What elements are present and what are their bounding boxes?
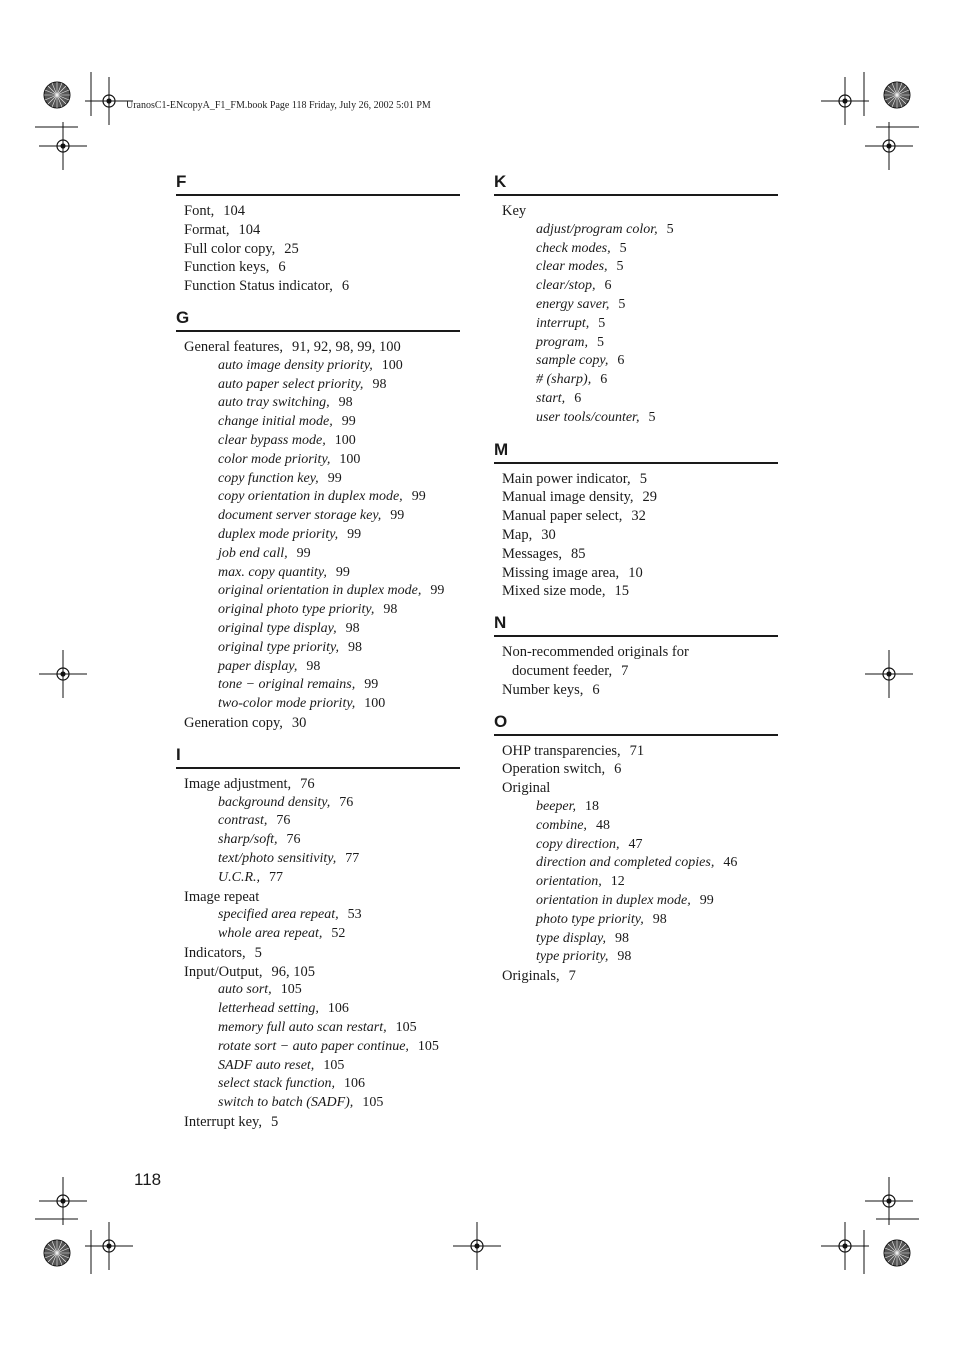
entry-pages: 98 [345, 620, 360, 636]
entry-term: Originals, [502, 968, 560, 985]
index-subentry [494, 911, 778, 930]
index-subentry [494, 390, 778, 409]
entry-pages: 7 [621, 662, 629, 679]
index-section-k [494, 172, 778, 428]
registration-target-icon [865, 122, 913, 170]
entry-term: specified area repeat, [218, 907, 339, 923]
entry-term: Format, [184, 221, 230, 238]
entry-pages: 98 [306, 658, 321, 674]
index-subentry [176, 1057, 460, 1076]
index-subentry [176, 488, 460, 507]
index-entry [494, 507, 778, 526]
entry-pages: 98 [338, 395, 353, 411]
entry-term: Original [502, 780, 551, 797]
index-subentry [176, 1038, 460, 1057]
index-entry [494, 643, 778, 662]
entry-pages: 29 [642, 489, 658, 506]
entry-pages: 99 [411, 489, 426, 505]
entry-term: copy direction, [536, 836, 620, 852]
entry-term: General features, [184, 338, 284, 355]
entry-term: switch to batch (SADF), [218, 1095, 354, 1111]
entry-pages: 7 [568, 968, 576, 985]
index-subentry [176, 794, 460, 813]
index-entry [176, 338, 460, 357]
entry-pages: 77 [269, 869, 283, 885]
entry-pages: 105 [395, 1020, 417, 1036]
entry-term: Map, [502, 526, 533, 543]
index-entry [176, 258, 460, 277]
entry-term: Input/Output, [184, 963, 263, 980]
index-subentry [494, 854, 778, 873]
entry-pages: 98 [347, 639, 362, 655]
index-subentry [176, 526, 460, 545]
entry-term: contrast, [218, 813, 268, 829]
entry-pages: 6 [278, 259, 286, 276]
entry-term: document server storage key, [218, 508, 382, 524]
index-entry [176, 775, 460, 794]
registration-target-icon [821, 1222, 869, 1270]
registration-star-icon [884, 1240, 910, 1266]
entry-pages: 100 [381, 357, 403, 373]
index-section-i [176, 745, 460, 1132]
index-entry [176, 1113, 460, 1132]
index-subentry [494, 817, 778, 836]
entry-pages: 5 [616, 259, 624, 275]
entry-pages: 6 [341, 278, 350, 295]
entry-term: Number keys, [502, 681, 584, 698]
registration-target-icon [865, 650, 913, 698]
entry-pages: 105 [417, 1038, 439, 1054]
index-subentry [176, 394, 460, 413]
index-subentry [176, 620, 460, 639]
entry-term: program, [536, 334, 588, 350]
entry-term: beeper, [536, 798, 577, 814]
entry-pages: 76 [286, 832, 301, 848]
entry-term: type priority, [536, 949, 609, 965]
entry-pages: 6 [592, 681, 600, 698]
entry-term: original orientation in duplex mode, [218, 583, 422, 599]
index-subentry [494, 352, 778, 371]
entry-term: Full color copy, [184, 240, 276, 257]
section-letter: M [494, 440, 778, 464]
entry-pages: 99 [364, 677, 379, 693]
index-column-right [494, 172, 778, 998]
entry-term: Main power indicator, [502, 470, 631, 487]
entry-pages: 6 [614, 761, 622, 778]
entry-term: photo type priority, [536, 911, 644, 927]
index-subentry [494, 798, 778, 817]
entry-term: Function Status indicator, [184, 278, 333, 295]
entry-pages: 5 [619, 240, 627, 256]
section-letter: F [176, 172, 460, 196]
entry-pages: 5 [639, 470, 647, 487]
entry-pages: 25 [284, 240, 299, 257]
index-section-n [494, 613, 778, 699]
entry-term: Generation copy, [184, 714, 283, 731]
entry-term: max. copy quantity, [218, 564, 327, 580]
entry-pages: 5 [648, 409, 656, 425]
index-subentry [176, 850, 460, 869]
index-subentry [176, 432, 460, 451]
entry-term: Font, [184, 203, 215, 219]
index-entry [494, 526, 778, 545]
index-subentry [494, 409, 778, 428]
entry-pages: 46 [723, 855, 738, 871]
registration-target-icon [39, 650, 87, 698]
index-section-o [494, 712, 778, 986]
entry-term: color mode priority, [218, 451, 331, 467]
index-subentry [494, 315, 778, 334]
entry-term: start, [536, 390, 566, 406]
entry-term: clear/stop, [536, 278, 596, 294]
page-number: 118 [134, 1170, 162, 1189]
entry-pages: 5 [597, 334, 604, 350]
entry-term: user tools/counter, [536, 409, 640, 425]
entry-term: check modes, [536, 240, 611, 256]
entry-pages: 76 [276, 813, 291, 829]
entry-pages: 104 [238, 221, 261, 238]
entry-term: rotate sort − auto paper continue, [218, 1038, 409, 1054]
index-subentry [176, 413, 460, 432]
registration-star-icon [44, 82, 70, 108]
entry-term: # (sharp), [536, 372, 592, 388]
entry-term: SADF auto reset, [218, 1057, 315, 1073]
entry-pages: 91, 92, 98, 99, 100 [292, 338, 401, 355]
entry-pages: 6 [574, 390, 582, 406]
print-header: UranosC1-ENcopyA_F1_FM.book Page 118 Friday, July 26, 2002 5:01 PM [126, 100, 431, 111]
index-subentry [176, 357, 460, 376]
entry-term: Key [502, 203, 527, 219]
entry-term: select stack function, [218, 1076, 336, 1092]
entry-term: auto paper select priority, [218, 376, 364, 392]
index-entry [494, 470, 778, 489]
entry-term: background density, [218, 794, 331, 810]
entry-pages: 53 [347, 907, 362, 923]
entry-pages: 99 [390, 508, 405, 524]
index-section-f [176, 172, 460, 296]
entry-term: copy orientation in duplex mode, [218, 489, 403, 505]
entry-term: duplex mode priority, [218, 526, 339, 542]
entry-term: two-color mode priority, [218, 696, 356, 712]
index-subentry [494, 836, 778, 855]
entry-pages: 96, 105 [271, 963, 316, 980]
index-column-left [176, 172, 460, 1144]
registration-target-icon [39, 1177, 87, 1225]
index-entry [176, 221, 460, 240]
entry-pages: 5 [618, 296, 626, 312]
index-entry [494, 742, 778, 761]
entry-pages: 12 [610, 874, 625, 890]
index-subentry [494, 258, 778, 277]
entry-pages: 76 [339, 794, 354, 810]
entry-pages: 5 [666, 221, 674, 237]
entry-term: Messages, [502, 545, 563, 562]
index-entry [494, 488, 778, 507]
index-subentry [176, 582, 460, 601]
index-entry [494, 564, 778, 583]
index-subentry [176, 676, 460, 695]
index-entry [176, 202, 460, 221]
entry-term: Manual paper select, [502, 508, 623, 525]
section-letter: I [176, 745, 460, 769]
registration-target-icon [453, 1222, 501, 1270]
entry-term: document feeder, [512, 662, 613, 679]
entry-term: tone − original remains, [218, 677, 356, 693]
entry-pages: 85 [571, 545, 586, 562]
index-subentry [494, 240, 778, 259]
entry-term: adjust/program color, [536, 221, 658, 237]
entry-pages: 98 [652, 911, 667, 927]
entry-pages: 71 [629, 742, 645, 759]
entry-term: copy function key, [218, 470, 319, 486]
entry-pages: 98 [617, 949, 632, 965]
entry-pages: 5 [598, 315, 606, 331]
entry-term: job end call, [218, 545, 288, 561]
index-subentry [176, 601, 460, 620]
index-entry [176, 240, 460, 259]
entry-pages: 104 [223, 203, 245, 219]
entry-pages: 99 [341, 414, 356, 430]
entry-term: sample copy, [536, 353, 609, 369]
entry-term: sharp/soft, [218, 832, 278, 848]
index-subentry [494, 371, 778, 390]
entry-term: combine, [536, 817, 587, 833]
index-entry [494, 967, 778, 986]
entry-pages: 100 [339, 451, 361, 467]
index-subentry [176, 564, 460, 583]
registration-star-icon [884, 82, 910, 108]
index-subentry [176, 869, 460, 888]
index-subentry [176, 1019, 460, 1038]
entry-term: paper display, [218, 658, 298, 674]
entry-term: memory full auto scan restart, [218, 1020, 387, 1036]
entry-term: Interrupt key, [184, 1114, 262, 1131]
entry-pages: 30 [291, 714, 307, 731]
entry-pages: 15 [614, 583, 629, 600]
entry-pages: 32 [631, 508, 646, 525]
entry-pages: 6 [600, 372, 608, 388]
index-subentry [176, 507, 460, 526]
index-entry [176, 944, 460, 963]
entry-term: OHP transparencies, [502, 742, 621, 759]
entry-term: Image adjustment, [184, 775, 292, 792]
entry-term: Manual image density, [502, 489, 634, 506]
registration-target-icon [39, 122, 87, 170]
entry-term: orientation, [536, 874, 602, 890]
entry-pages: 100 [364, 696, 386, 712]
entry-pages: 105 [323, 1057, 345, 1073]
section-letter: O [494, 712, 778, 736]
entry-term: Non-recommended originals for [502, 644, 689, 661]
index-subentry [494, 873, 778, 892]
index-entry [494, 681, 778, 700]
index-entry [494, 760, 778, 779]
entry-pages: 99 [327, 470, 342, 486]
index-subentry [176, 906, 460, 925]
index-subentry [176, 376, 460, 395]
entry-pages: 76 [300, 775, 315, 792]
entry-term: change initial mode, [218, 414, 333, 430]
entry-pages: 98 [383, 602, 398, 618]
index-subentry [176, 981, 460, 1000]
index-subentry [494, 277, 778, 296]
index-subentry [176, 1094, 460, 1113]
index-subentry [176, 658, 460, 677]
entry-pages: 99 [699, 892, 714, 908]
entry-pages: 106 [327, 1001, 349, 1017]
index-subentry [176, 545, 460, 564]
entry-term: clear modes, [536, 259, 608, 275]
entry-pages: 30 [541, 526, 556, 543]
entry-pages: 106 [344, 1076, 366, 1092]
entry-term: whole area repeat, [218, 926, 323, 942]
entry-term: text/photo sensitivity, [218, 850, 337, 866]
entry-pages: 98 [615, 930, 629, 946]
index-subentry [176, 1075, 460, 1094]
entry-pages: 98 [372, 376, 387, 392]
entry-pages: 47 [628, 836, 643, 852]
index-subentry [494, 930, 778, 949]
index-subentry [494, 948, 778, 967]
entry-pages: 105 [362, 1095, 384, 1111]
entry-term: Operation switch, [502, 761, 606, 778]
entry-pages: 18 [585, 798, 600, 814]
entry-pages: 10 [628, 564, 643, 581]
entry-term: Missing image area, [502, 564, 620, 581]
index-entry [176, 888, 460, 907]
entry-pages: 6 [604, 278, 612, 294]
index-entry [176, 277, 460, 296]
entry-pages: 99 [335, 564, 350, 580]
entry-term: Function keys, [184, 259, 270, 276]
index-subentry [176, 812, 460, 831]
registration-star-icon [44, 1240, 70, 1266]
index-entry [176, 963, 460, 982]
entry-term: original type display, [218, 620, 337, 636]
registration-target-icon [821, 77, 869, 125]
entry-term: Image repeat [184, 888, 260, 905]
index-subentry [176, 639, 460, 658]
index-entry [176, 714, 460, 733]
entry-term: letterhead setting, [218, 1001, 319, 1017]
entry-pages: 77 [345, 850, 360, 866]
index-subentry [176, 925, 460, 944]
entry-term: Indicators, [184, 944, 246, 961]
index-subentry [176, 831, 460, 850]
entry-term: energy saver, [536, 296, 610, 312]
index-entry [494, 582, 778, 601]
entry-pages: 5 [270, 1114, 279, 1131]
index-entry [494, 662, 778, 681]
section-letter: K [494, 172, 778, 196]
section-letter: N [494, 613, 778, 637]
entry-term: direction and completed copies, [536, 855, 715, 871]
entry-term: auto tray switching, [218, 395, 330, 411]
index-entry [494, 202, 778, 221]
entry-pages: 99 [296, 545, 311, 561]
index-subentry [494, 221, 778, 240]
entry-term: auto sort, [218, 982, 272, 998]
index-subentry [176, 451, 460, 470]
entry-term: original type priority, [218, 639, 339, 655]
entry-term: original photo type priority, [218, 602, 375, 618]
registration-target-icon [85, 1222, 133, 1270]
index-subentry [494, 892, 778, 911]
registration-target-icon [865, 1177, 913, 1225]
entry-pages: 48 [595, 817, 610, 833]
index-section-m [494, 440, 778, 602]
index-subentry [176, 1000, 460, 1019]
section-letter: G [176, 308, 460, 332]
entry-term: Mixed size mode, [502, 583, 606, 600]
entry-pages: 105 [280, 982, 302, 998]
entry-term: U.C.R., [218, 869, 260, 885]
index-entry [494, 779, 778, 798]
entry-pages: 99 [430, 583, 445, 599]
entry-pages: 52 [331, 926, 346, 942]
entry-pages: 5 [254, 944, 262, 961]
entry-pages: 6 [617, 353, 625, 369]
entry-term: orientation in duplex mode, [536, 892, 691, 908]
index-section-g [176, 308, 460, 733]
index-subentry [494, 334, 778, 353]
entry-pages: 99 [347, 526, 362, 542]
index-entry [494, 545, 778, 564]
entry-term: type display, [536, 930, 606, 946]
entry-term: auto image density priority, [218, 357, 373, 373]
index-subentry [176, 470, 460, 489]
index-subentry [176, 695, 460, 714]
entry-term: interrupt, [536, 315, 590, 331]
index-subentry [494, 296, 778, 315]
entry-pages: 100 [334, 432, 356, 448]
entry-term: clear bypass mode, [218, 432, 326, 448]
